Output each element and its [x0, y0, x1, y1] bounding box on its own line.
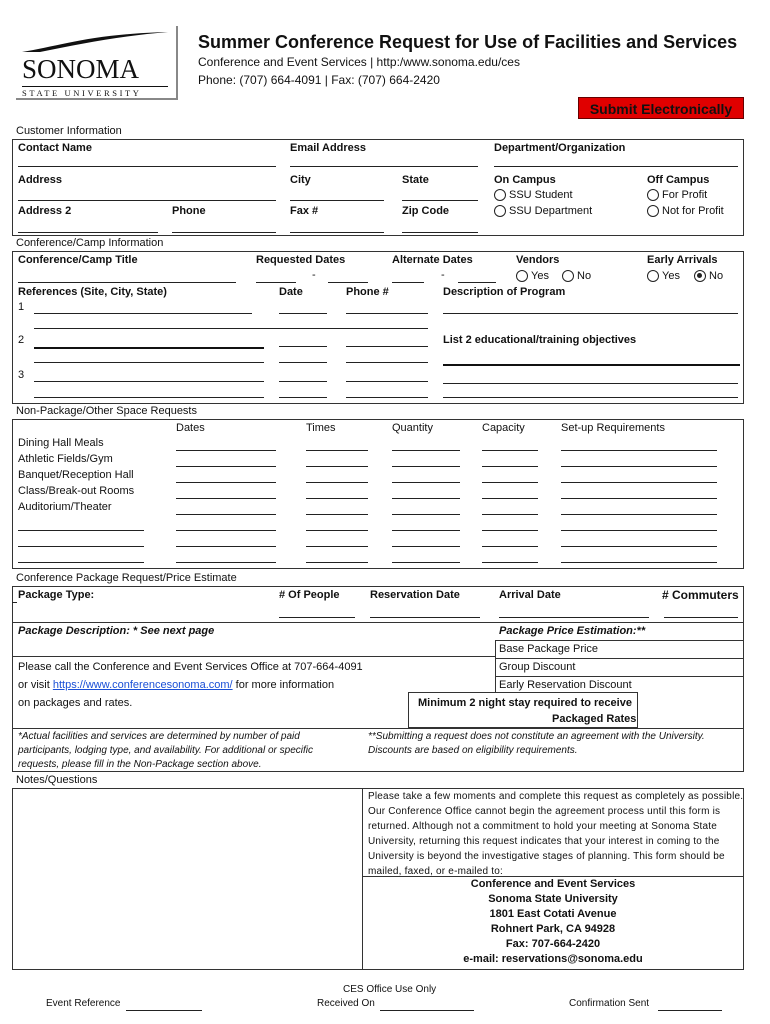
nonpackage-cell-field[interactable] [392, 450, 460, 451]
early-no-label: No [709, 270, 724, 282]
alternate-dash: - [441, 269, 445, 281]
nonpackage-cell-field[interactable] [176, 562, 276, 563]
department-label: Department/Organization [494, 142, 626, 154]
page-title: Summer Conference Request for Use of Facilities and Services [198, 32, 738, 52]
early-yes-radio[interactable] [647, 270, 659, 282]
camp-section-title: Conference/Camp Information [16, 237, 164, 249]
ssu-department-option[interactable] [494, 205, 592, 217]
nonpackage-cell-field[interactable] [482, 498, 538, 499]
early-no-option[interactable] [694, 270, 723, 282]
state-field[interactable] [402, 200, 478, 201]
requested-dates-label: Requested Dates [256, 254, 346, 266]
header-phone-line: Phone: (707) 664-4091 | Fax: (707) 664-2420 [198, 73, 440, 87]
zip-label: Zip Code [402, 205, 450, 217]
early-arrivals-label: Early Arrivals [647, 254, 718, 266]
nonpackage-cell-field[interactable] [482, 546, 538, 547]
requested-dash: - [312, 269, 316, 281]
col-capacity-header: Capacity [482, 422, 525, 434]
nonpackage-cell-field[interactable] [561, 546, 717, 547]
nonpackage-row-label: Dining Hall Meals [18, 437, 104, 449]
department-field[interactable] [494, 166, 738, 167]
notes-paragraph-1: Please take a few moments and complete this request as completely as possible. [368, 791, 744, 802]
off-campus-label: Off Campus [647, 174, 710, 186]
reference-3-date[interactable] [279, 381, 327, 382]
header-ces-line: Conference and Event Services | http:/www.sonoma.edu/ces [198, 55, 520, 69]
vendors-no-radio[interactable] [562, 270, 574, 282]
reference-date-label: Date [279, 286, 303, 298]
reference-3-number: 3 [18, 369, 25, 381]
address2-field[interactable] [18, 232, 158, 233]
phone-field[interactable] [172, 232, 276, 233]
nonpackage-cell-field[interactable] [176, 482, 276, 483]
nonpackage-cell-field[interactable] [176, 530, 276, 531]
not-for-profit-label: Not for Profit [662, 205, 724, 217]
address-divider [362, 876, 744, 877]
notes-paragraph-3: returned. Although not a commitment to hold your meeting at Sonoma State [368, 821, 718, 832]
requested-start-field[interactable] [256, 282, 296, 283]
address2-label: Address 2 [18, 205, 72, 217]
nonpackage-cell-field[interactable] [306, 562, 368, 563]
notes-paragraph-4: University, returning this request indicates that your interest in coming to the [368, 836, 720, 847]
nonpackage-cell-field[interactable] [392, 482, 460, 483]
nonpackage-row-label: Class/Break-out Rooms [18, 485, 135, 497]
notes-divider [12, 728, 744, 729]
package-type-marker [12, 602, 17, 603]
early-yes-label: Yes [662, 270, 680, 282]
ssu-student-option[interactable] [494, 189, 573, 201]
vendors-yes-label: Yes [531, 270, 549, 282]
nonpackage-custom-space-field[interactable] [18, 530, 144, 531]
nonpackage-cell-field[interactable] [561, 530, 717, 531]
nonpackage-cell-field[interactable] [306, 482, 368, 483]
office-use-label: CES Office Use Only [343, 984, 437, 995]
nonpackage-cell-field[interactable] [392, 562, 460, 563]
email-field[interactable] [290, 166, 478, 167]
reference-2-field[interactable] [34, 347, 264, 349]
package-section-title: Conference Package Request/Price Estimate [16, 572, 237, 584]
nonpackage-cell-field[interactable] [306, 514, 368, 515]
nonpackage-section-title: Non-Package/Other Space Requests [16, 405, 197, 417]
description-line-1[interactable] [443, 313, 738, 314]
nonpackage-cell-field[interactable] [561, 498, 717, 499]
customer-section-box [12, 139, 744, 236]
for-profit-option[interactable] [647, 189, 707, 201]
call-info-line-2 [18, 679, 334, 691]
col-times-header: Times [306, 422, 336, 434]
minimum-stay-line-2: Packaged Rates [552, 713, 637, 725]
call-info-line-3: on packages and rates. [18, 697, 133, 709]
reference-2-number: 2 [18, 334, 25, 346]
objective-3-field[interactable] [443, 397, 738, 398]
reference-1-extra[interactable] [34, 328, 428, 329]
reference-2-extra[interactable] [34, 362, 264, 363]
reservation-date-label: Reservation Date [370, 589, 460, 601]
footnote-1c: requests, please fill in the Non-Package section above. [18, 759, 262, 770]
nonpackage-cell-field[interactable] [306, 498, 368, 499]
ces-address-line-2: Sonoma State University [488, 893, 618, 905]
nonpackage-cell-field[interactable] [561, 562, 717, 563]
city-field[interactable] [290, 200, 384, 201]
fax-field[interactable] [290, 232, 384, 233]
nonpackage-cell-field[interactable] [482, 466, 538, 467]
nonpackage-row-label: Auditorium/Theater [18, 501, 112, 513]
base-price-label: Base Package Price [499, 643, 599, 655]
call-info-visit: or visit [18, 679, 53, 691]
col-setup-header: Set-up Requirements [561, 422, 665, 434]
customer-section-title: Customer Information [16, 125, 122, 137]
footnote-2a: **Submitting a request does not constitute an agreement with the University. [368, 731, 705, 742]
notes-paragraph-5: University is beyond the investigative stages of planning. This form should be [368, 851, 725, 862]
for-profit-label: For Profit [662, 189, 708, 201]
nonpackage-cell-field[interactable] [392, 546, 460, 547]
nonpackage-row-label: Athletic Fields/Gym [18, 453, 113, 465]
nonpackage-cell-field[interactable] [561, 514, 717, 515]
alternate-start-field[interactable] [392, 282, 424, 283]
email-label: Email Address [290, 142, 367, 154]
nonpackage-cell-field[interactable] [306, 466, 368, 467]
ssu-student-label: SSU Student [509, 189, 573, 201]
footnote-1b: participants, lodging type, and availability. For additional or specific [18, 745, 313, 756]
arrival-date-field[interactable] [499, 617, 649, 618]
logo-subtitle: STATE UNIVERSITY [22, 86, 168, 98]
confirmation-sent-field[interactable] [658, 1010, 722, 1011]
ssu-student-radio[interactable] [494, 189, 506, 201]
camp-title-label: Conference/Camp Title [18, 254, 138, 266]
reference-3-phone-extra[interactable] [346, 397, 428, 398]
reference-2-phone[interactable] [346, 346, 428, 347]
vendors-no-option[interactable] [562, 270, 591, 282]
ces-email: e-mail: reservations@sonoma.edu [463, 953, 643, 965]
reference-1-field[interactable] [34, 313, 252, 314]
fax-label: Fax # [290, 205, 319, 217]
early-no-radio[interactable] [694, 270, 706, 282]
nonpackage-cell-field[interactable] [482, 514, 538, 515]
for-profit-radio[interactable] [647, 189, 659, 201]
vendors-yes-option[interactable] [516, 270, 549, 282]
ssu-department-label: SSU Department [509, 205, 593, 217]
reference-3-phone[interactable] [346, 381, 428, 382]
arrival-date-label: Arrival Date [499, 589, 561, 601]
estimation-column-divider [495, 640, 496, 692]
group-discount-label: Group Discount [499, 661, 576, 673]
reference-3-extra[interactable] [34, 397, 264, 398]
nonpackage-cell-field[interactable] [482, 482, 538, 483]
nonpackage-cell-field[interactable] [306, 450, 368, 451]
alternate-dates-label: Alternate Dates [392, 254, 473, 266]
ces-address-line-4: Rohnert Park, CA 94928 [490, 923, 616, 935]
notes-paragraph-2: Our Conference Office cannot begin the agreement process until this form is [368, 806, 721, 817]
ces-address-line-3: 1801 East Cotati Avenue [489, 908, 617, 920]
event-reference-label: Event Reference [46, 998, 121, 1009]
city-label: City [290, 174, 311, 186]
estimation-divider-2 [495, 658, 744, 659]
received-on-label: Received On [317, 998, 375, 1009]
camp-title-field[interactable] [18, 282, 236, 283]
reference-3-date-extra[interactable] [279, 397, 327, 398]
reference-2-date[interactable] [279, 346, 327, 347]
people-label: # Of People [279, 589, 340, 601]
nonpackage-cell-field[interactable] [482, 562, 538, 563]
estimation-divider-1 [495, 640, 744, 641]
requested-end-field[interactable] [328, 282, 368, 283]
commuters-field[interactable] [664, 617, 738, 618]
contact-name-field[interactable] [18, 166, 276, 167]
confirmation-sent-label: Confirmation Sent [569, 998, 650, 1009]
event-reference-field[interactable] [126, 1010, 202, 1011]
reservation-date-field[interactable] [370, 617, 480, 618]
ssu-department-radio[interactable] [494, 205, 506, 217]
package-description-label: Package Description: * See next page [18, 625, 215, 637]
submit-electronically-button[interactable]: Submit Electronically [578, 97, 744, 119]
objectives-label: List 2 educational/training objectives [443, 334, 637, 346]
sonoma-logo [16, 26, 178, 100]
vendors-yes-radio[interactable] [516, 270, 528, 282]
early-yes-option[interactable] [647, 270, 680, 282]
address-field[interactable] [18, 200, 276, 201]
nonpackage-cell-field[interactable] [306, 546, 368, 547]
ces-fax: Fax: 707-664-2420 [505, 938, 601, 950]
reference-phone-label: Phone # [346, 286, 389, 298]
nonpackage-cell-field[interactable] [392, 514, 460, 515]
on-campus-label: On Campus [494, 174, 556, 186]
package-type-label: Package Type: [18, 589, 95, 601]
vendors-label: Vendors [516, 254, 560, 266]
state-label: State [402, 174, 429, 186]
nonpackage-cell-field[interactable] [561, 466, 717, 467]
not-for-profit-radio[interactable] [647, 205, 659, 217]
nonpackage-cell-field[interactable] [482, 450, 538, 451]
nonpackage-cell-field[interactable] [392, 530, 460, 531]
nonpackage-cell-field[interactable] [176, 514, 276, 515]
address-label: Address [18, 174, 63, 186]
nonpackage-cell-field[interactable] [482, 530, 538, 531]
reference-1-phone[interactable] [346, 313, 428, 314]
nonpackage-custom-space-field[interactable] [18, 562, 144, 563]
footnote-2b: Discounts are based on eligibility requirements. [368, 745, 578, 756]
package-divider [12, 622, 744, 623]
conference-sonoma-link[interactable]: https://www.conferencesonoma.com/ [52, 679, 233, 691]
col-dates-header: Dates [176, 422, 205, 434]
col-quantity-header: Quantity [392, 422, 433, 434]
nonpackage-cell-field[interactable] [561, 450, 717, 451]
notes-textarea[interactable] [14, 790, 362, 968]
phone-label: Phone [172, 205, 206, 217]
nonpackage-cell-field[interactable] [392, 498, 460, 499]
nonpackage-cell-field[interactable] [392, 466, 460, 467]
people-field[interactable] [279, 617, 355, 618]
footnote-1a: *Actual facilities and services are determined by number of paid [18, 731, 300, 742]
notes-section-title: Notes/Questions [16, 774, 98, 786]
objective-1-field[interactable] [443, 364, 740, 366]
nonpackage-cell-field[interactable] [561, 482, 717, 483]
ces-address-line-1: Conference and Event Services [470, 878, 636, 890]
price-estimation-label: Package Price Estimation:** [499, 625, 646, 637]
zip-field[interactable] [402, 232, 478, 233]
reference-1-date[interactable] [279, 313, 327, 314]
call-info-more: for more information [232, 679, 335, 691]
minimum-stay-line-1: Minimum 2 night stay required to receive [418, 697, 632, 709]
contact-name-label: Contact Name [18, 142, 92, 154]
call-info-line-1: Please call the Conference and Event Services Office at 707-664-4091 [18, 661, 363, 673]
commuters-label: # Commuters [662, 588, 739, 602]
nonpackage-cell-field[interactable] [176, 546, 276, 547]
received-on-field[interactable] [380, 1010, 474, 1011]
program-description-label: Description of Program [443, 286, 566, 298]
vendors-no-label: No [577, 270, 592, 282]
objective-2-field[interactable] [443, 383, 738, 384]
alternate-end-field[interactable] [458, 282, 496, 283]
nonpackage-row-label: Banquet/Reception Hall [18, 469, 134, 481]
nonpackage-cell-field[interactable] [306, 530, 368, 531]
reference-2-date-extra[interactable] [279, 362, 327, 363]
references-label: References (Site, City, State) [18, 286, 167, 298]
nonpackage-cell-field[interactable] [176, 498, 276, 499]
nonpackage-custom-space-field[interactable] [18, 546, 144, 547]
reference-3-field[interactable] [34, 381, 264, 382]
notes-paragraph-6: mailed, faxed, or e-mailed to: [368, 866, 503, 877]
logo-swoosh-icon [20, 28, 170, 54]
early-reservation-label: Early Reservation Discount [499, 679, 632, 691]
reference-2-phone-extra[interactable] [346, 362, 428, 363]
not-for-profit-option[interactable] [647, 205, 724, 217]
description-divider [12, 656, 495, 657]
reference-1-number: 1 [18, 301, 25, 313]
logo-wordmark: SONOMA [22, 54, 140, 84]
estimation-divider-3 [495, 676, 744, 677]
nonpackage-cell-field[interactable] [176, 466, 276, 467]
nonpackage-cell-field[interactable] [176, 450, 276, 451]
